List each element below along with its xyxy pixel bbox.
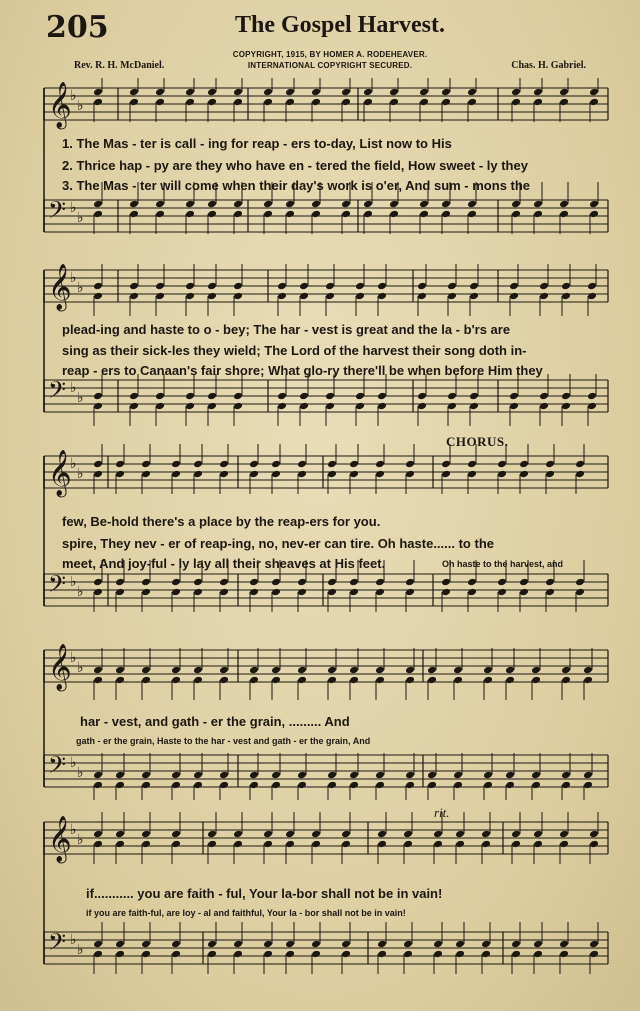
svg-text:♭: ♭ [70,822,77,838]
svg-text:𝄞: 𝄞 [48,644,72,690]
svg-text:♭: ♭ [70,88,77,104]
ritardando-mark: rit. [434,805,450,820]
svg-text:♭: ♭ [70,755,77,771]
svg-text:𝄞: 𝄞 [48,82,72,128]
svg-text:♭: ♭ [77,584,84,600]
lyric-line-s1-v3: 3. The Mas - ter will come when their day's work is o'er, And sum - mons the [62,178,531,193]
lyric-line-s2-v1: plead-ing and haste to o - bey; The har - vest is great and the la - b'rs are [62,322,511,337]
svg-text:♭: ♭ [77,765,84,781]
lyric-line-s3-v1: few, Be-hold there's a place by the reap-ers for you. [62,514,381,529]
lyric-line-s2-v3: reap - ers to Canaan's fair shore; What glo-ry there'll be when before Him they [62,363,543,378]
svg-text:♭: ♭ [70,456,77,472]
svg-text:♭: ♭ [70,650,77,666]
svg-text:𝄞: 𝄞 [48,450,72,496]
svg-text:♭: ♭ [70,574,77,590]
svg-text:𝄢: 𝄢 [48,751,67,784]
copyright-line: COPYRIGHT, 1915, BY HOMER A. RODEHEAVER. [232,50,428,59]
svg-text:♭: ♭ [77,832,84,848]
lyric-line-s4: har - vest, and gath - er the grain, ......... And [80,714,350,729]
lyricist: Rev. R. H. McDaniel. [74,60,165,71]
bass-cue-s5: if you are faith-ful, are loy - al and faithful, Your la - bor shall not be in vain! [86,908,406,918]
svg-text:𝄞: 𝄞 [48,264,72,310]
lyric-line-s5: if........... you are faith - ful, Your la-bor shall not be in vain! [86,886,443,901]
svg-text:♭: ♭ [77,210,84,226]
lyric-line-s1-v2: 2. Thrice hap - py are they who have en - tered the field, How sweet - ly they [62,158,528,173]
svg-text:♭: ♭ [77,466,84,482]
chorus-marker: CHORUS. [446,434,509,449]
copyright-line-2: INTERNATIONAL COPYRIGHT SECURED. [247,61,413,70]
lyric-line-s3-v2: spire, They nev - er of reap-ing, no, nev-er can tire. Oh haste...... to the [62,536,494,551]
svg-text:♭: ♭ [77,280,84,296]
svg-text:♭: ♭ [77,942,84,958]
lyric-line-s1-v1: 1. The Mas - ter is call - ing for reap - ers to-day, List now to His [62,136,452,151]
hymn-title: The Gospel Harvest. [235,12,445,38]
svg-text:♭: ♭ [77,660,84,676]
lyric-line-s2-v2: sing as their sick-les they wield; The Lord of the harvest their song doth in- [62,343,527,358]
svg-text:♭: ♭ [70,270,77,286]
svg-text:♭: ♭ [77,390,84,406]
svg-text:𝄞: 𝄞 [48,816,72,862]
svg-text:♭: ♭ [70,380,77,396]
svg-text:♭: ♭ [77,98,84,114]
composer: Chas. H. Gabriel. [511,60,586,71]
svg-text:𝄢: 𝄢 [48,570,67,603]
lyric-line-s3-v3: meet, And joy-ful - ly lay all their sheaves at His feet. [62,556,386,571]
svg-text:♭: ♭ [70,200,77,216]
svg-text:𝄢: 𝄢 [48,376,67,409]
bass-cue-s4: gath - er the grain, Haste to the har - vest and gath - er the grain, And [76,736,371,746]
music-system-5 [40,812,610,1002]
svg-text:𝄢: 𝄢 [48,196,67,229]
bass-cue-s3: Oh haste to the harvest, and [442,559,564,569]
svg-text:♭: ♭ [70,932,77,948]
svg-text:𝄢: 𝄢 [48,928,67,961]
hymn-number: 205 [46,10,109,45]
